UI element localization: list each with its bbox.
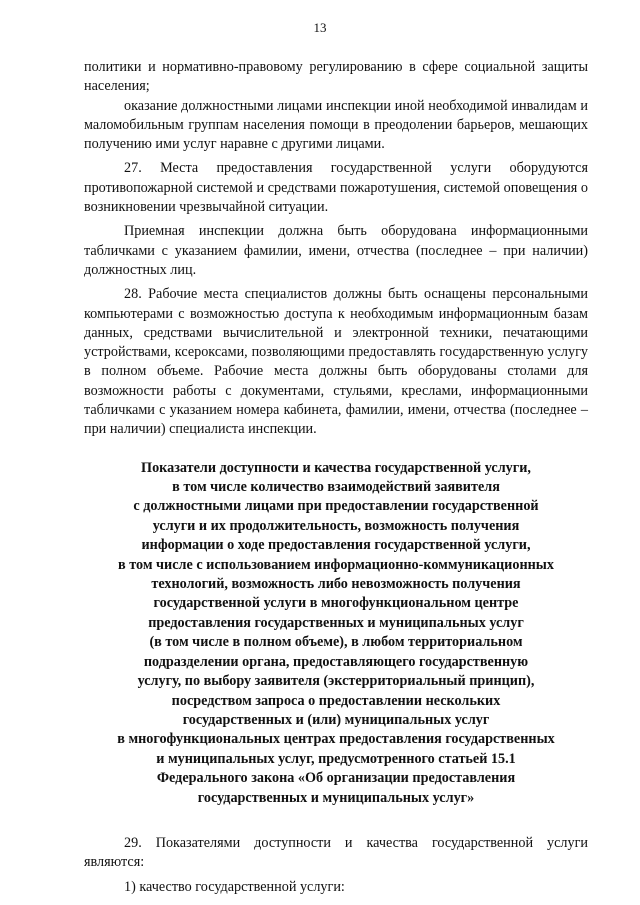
paragraph-item-29: 29. Показателями доступности и качества государственной услуги являются: <box>84 834 588 871</box>
list-item-quality: 1) качество государственной услуги: <box>124 878 345 895</box>
paragraph-assistance-disabled: оказание должностными лицами инспекции иной необходимой инвалидам и маломобильным группам населения помощи в преодолении барьеров, мешающих получению ими услуг наравне с другими лицами. <box>84 97 588 153</box>
section-heading-line: предоставления государственных и муниципальных услуг <box>148 614 524 631</box>
paragraph-reception-signs: Приемная инспекции должна быть оборудована информационными табличками с указанием фамилии, имени, отчества (последнее – при наличии) должностных лиц. <box>84 223 588 278</box>
section-heading-line: Федерального закона «Об организации предоставления <box>156 770 516 787</box>
section-heading-line: в многофункциональных центрах предоставления государственных <box>117 731 555 748</box>
section-heading-line: информации о ходе предоставления государственной услуги, <box>141 537 531 554</box>
section-heading-line: государственных и (или) муниципальных услуг <box>182 711 490 728</box>
section-heading-line: с должностными лицами при предоставлении государственной <box>133 498 539 515</box>
section-heading-line: государственных и муниципальных услуг» <box>197 789 475 806</box>
paragraph-item-27: 27. Места предоставления государственной услуги оборудуются противопожарной системой и средствами пожаротушения, системой оповещения о возникновении чрезвычайной ситуации. <box>84 160 588 216</box>
section-heading-line: Показатели доступности и качества государственной услуги, <box>141 459 531 476</box>
section-heading-line: услугу, по выбору заявителя (экстерриториальный принцип), <box>137 673 535 690</box>
document-body <box>84 58 588 897</box>
section-heading-line: услуги и их продолжительность, возможность получения <box>152 517 520 534</box>
page-number: 13 <box>313 20 327 35</box>
section-heading-line: (в том числе в полном объеме), в любом территориальном <box>149 634 523 651</box>
section-heading-line: и муниципальных услуг, предусмотренного статьей 15.1 <box>156 750 516 767</box>
section-heading-line: государственной услуги в многофункциональном центре <box>153 595 519 612</box>
section-heading-line: в том числе с использованием информационно-коммуникационных <box>118 556 554 573</box>
paragraph-item-28: 28. Рабочие места специалистов должны быть оснащены персональными компьютерами с возможностью доступа к необходимым информационным базам данных, средствами вычислительной и электронной техники, печатающими устройствами, ксероксами, позволяющими предоставлять государственную услугу в полном объеме. Рабочие места должны быть оборудованы столами для возможности работы с документами, стульями, креслами, информационными табличками с указанием номера кабинета, фамилии, имени, отчества (последнее – при наличии) специалиста инспекции. <box>84 286 588 438</box>
section-heading-line: подразделении органа, предоставляющего государственную <box>143 653 529 670</box>
section-heading-line: посредством запроса о предоставлении нескольких <box>171 692 501 709</box>
section-heading-line: в том числе количество взаимодействий заявителя <box>172 479 500 496</box>
paragraph-social-protection-continuation: политики и нормативно-правовому регулированию в сфере социальной защиты населения; <box>84 59 588 95</box>
section-heading <box>84 459 588 808</box>
section-heading-line: технологий, возможность либо невозможность получения <box>151 576 521 593</box>
